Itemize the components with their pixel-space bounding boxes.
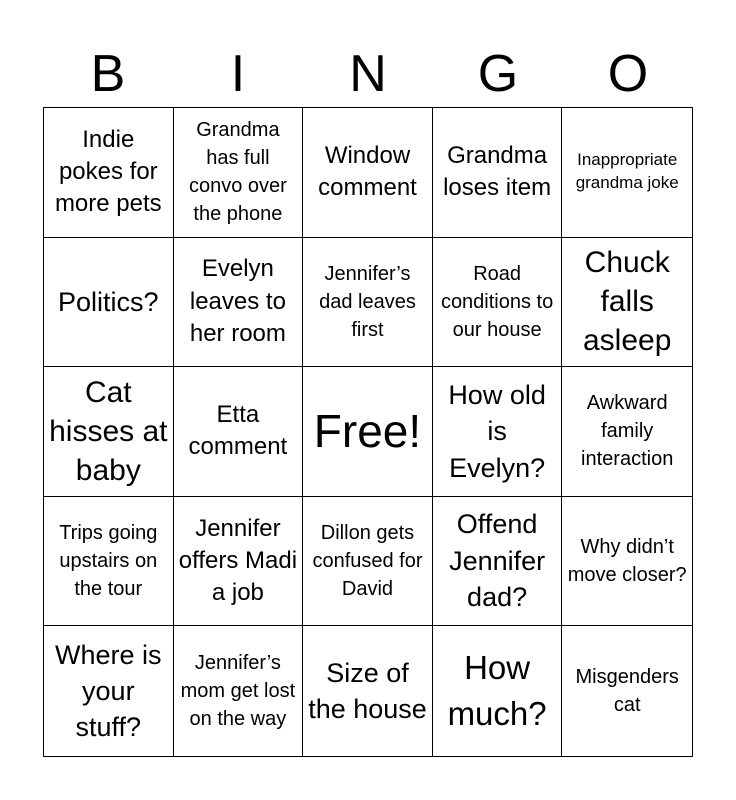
cell-text: Inappropriate grandma joke	[575, 150, 679, 193]
cell-text: How old is Evelyn?	[448, 379, 546, 483]
header-letter-b: B	[90, 45, 126, 103]
cell-text: Awkward family interaction	[581, 392, 674, 471]
bingo-cell-5-4[interactable]	[433, 626, 563, 756]
cell-text: Size of the house	[308, 657, 427, 725]
bingo-cell-2-4[interactable]	[433, 238, 563, 368]
header-letter-n: N	[349, 45, 387, 103]
bingo-board	[43, 107, 693, 757]
bingo-cell-4-5[interactable]	[562, 497, 692, 627]
bingo-cell-1-2[interactable]	[174, 108, 304, 238]
cell-text: Politics?	[58, 286, 159, 317]
header-letter-o: O	[607, 45, 649, 103]
bingo-cell-4-2[interactable]	[174, 497, 304, 627]
cell-text: Road conditions to our house	[440, 262, 554, 341]
cell-text: Indie pokes for more pets	[54, 125, 162, 218]
cell-text: Grandma loses item	[443, 141, 552, 202]
cell-text: Jennifer offers Madi a job	[178, 514, 298, 607]
bingo-cell-1-4[interactable]	[433, 108, 563, 238]
bingo-cell-4-3[interactable]	[303, 497, 433, 627]
bingo-cell-3-2[interactable]	[174, 367, 304, 497]
cell-text: Where is your stuff?	[55, 639, 162, 743]
cell-text: Why didn’t move closer?	[567, 536, 687, 587]
bingo-cell-5-5[interactable]	[562, 626, 692, 756]
cell-text: Chuck falls asleep	[582, 246, 672, 358]
cell-text: Jennifer’s mom get lost on the way	[180, 652, 296, 731]
header-letter-g: G	[477, 45, 519, 103]
header-letter-i: I	[230, 45, 246, 103]
cell-text: Free!	[313, 405, 422, 458]
bingo-cell-4-4[interactable]	[433, 497, 563, 627]
bingo-cell-2-1[interactable]	[44, 238, 174, 368]
cell-text: Dillon gets confused for David	[312, 522, 423, 601]
bingo-cell-4-1[interactable]	[44, 497, 174, 627]
cell-text: Grandma has full convo over the phone	[188, 119, 287, 226]
bingo-header	[43, 40, 693, 108]
cell-text: Offend Jennifer dad?	[449, 509, 546, 613]
bingo-cell-1-5[interactable]	[562, 108, 692, 238]
bingo-cell-1-3[interactable]	[303, 108, 433, 238]
cell-text: Window comment	[318, 141, 417, 202]
cell-text: How much?	[447, 649, 547, 733]
bingo-cell-1-1[interactable]	[44, 108, 174, 238]
bingo-cell-2-3[interactable]	[303, 238, 433, 368]
bingo-cell-free[interactable]	[303, 367, 433, 497]
bingo-cell-2-2[interactable]	[174, 238, 304, 368]
cell-text: Trips going upstairs on the tour	[59, 522, 158, 601]
cell-text: Etta comment	[188, 401, 288, 461]
bingo-cell-3-1[interactable]	[44, 367, 174, 497]
cell-text: Jennifer’s dad leaves first	[319, 262, 416, 341]
bingo-cell-5-1[interactable]	[44, 626, 174, 756]
cell-text: Cat hisses at baby	[49, 375, 168, 487]
bingo-cell-3-4[interactable]	[433, 367, 563, 497]
bingo-cell-5-3[interactable]	[303, 626, 433, 756]
bingo-cell-5-2[interactable]	[174, 626, 304, 756]
cell-text: Misgenders cat	[575, 666, 679, 717]
cell-text: Evelyn leaves to her room	[189, 255, 286, 348]
bingo-cell-3-5[interactable]	[562, 367, 692, 497]
bingo-cell-2-5[interactable]	[562, 238, 692, 368]
